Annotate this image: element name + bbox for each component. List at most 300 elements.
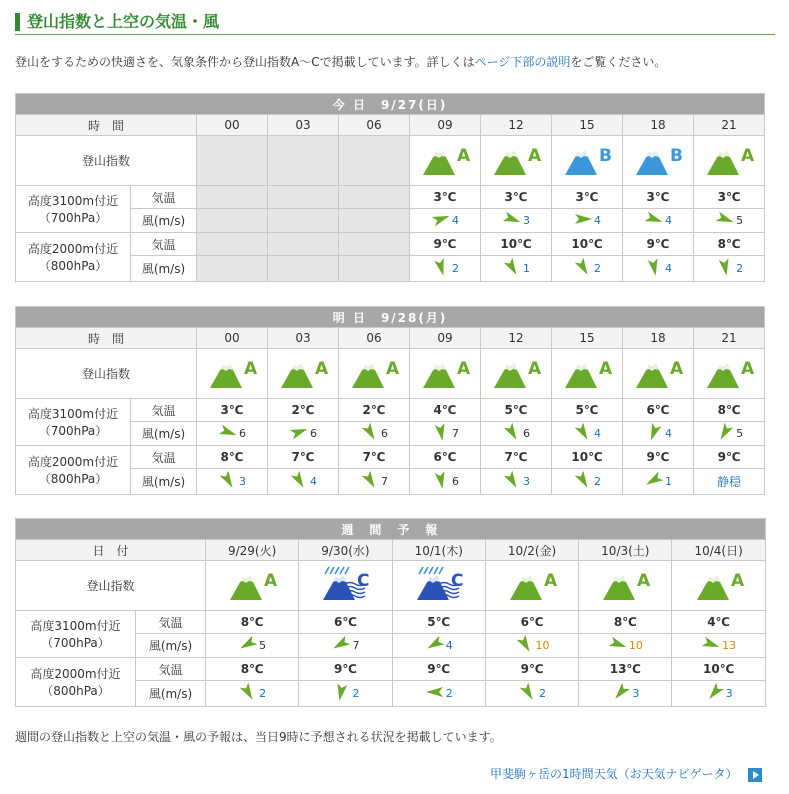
mountain-grade-a-icon: [277, 354, 329, 393]
temp-label: 気温: [131, 399, 197, 422]
svg-text:B: B: [670, 146, 683, 166]
wind-speed: 3: [239, 475, 246, 488]
wind-arrow-icon: [425, 634, 445, 657]
temp-value: 3℃: [646, 190, 670, 204]
temp-value: 3℃: [504, 190, 528, 204]
altitude-2000-label: [16, 658, 136, 707]
wind-cell: [623, 256, 694, 282]
mountain-grade-a-icon: [348, 354, 400, 393]
wind-cell: [339, 256, 410, 282]
temp-value: 7℃: [504, 450, 528, 464]
temp-label: 気温: [131, 446, 197, 469]
alt1-hpa-text: （700hPa）: [38, 211, 108, 225]
wind-arrow-icon: [705, 682, 725, 705]
wind-label: 風(m/s): [131, 256, 197, 282]
wind-cell: [694, 209, 765, 233]
temp-cell: [268, 399, 339, 422]
wind-cell: [481, 256, 552, 282]
wind-speed: 2: [539, 687, 547, 700]
alt1-text: 高度3100m付近: [27, 194, 119, 208]
today-temp700-row: [16, 186, 765, 209]
wind-speed: 1: [665, 475, 672, 488]
time-cell: 10/4(日): [672, 540, 765, 561]
calm-text: 静穏: [717, 475, 742, 489]
weekly-index-row: [16, 561, 766, 611]
index-cell: [410, 349, 481, 399]
wind-cell: [410, 209, 481, 233]
tomorrow-temp700-row: [16, 399, 765, 422]
wind-cell: [268, 256, 339, 282]
explanation-link[interactable]: ページ下部の説明: [474, 55, 571, 69]
today-title: 今 日 9/27(日): [16, 94, 765, 115]
time-cell: 00: [197, 328, 268, 349]
index-cell: [268, 136, 339, 186]
svg-text:A: A: [670, 359, 684, 379]
temp-cell: [339, 399, 410, 422]
temp-cell: [339, 186, 410, 209]
altitude-3100-label: [16, 186, 131, 233]
svg-text:B: B: [599, 146, 612, 166]
mountain-grade-a-icon: [419, 141, 471, 180]
wind-speed: 4: [665, 427, 672, 440]
wind-speed: 13: [722, 639, 737, 652]
temp-cell: [485, 658, 578, 681]
wind-cell: [579, 634, 672, 658]
time-cell: 21: [694, 115, 765, 136]
temp-label: 気温: [136, 611, 206, 634]
temp-cell: [410, 446, 481, 469]
wind-speed: 4: [594, 427, 601, 440]
temp-cell: [552, 186, 623, 209]
temp-cell: [410, 186, 481, 209]
temp-cell: [410, 233, 481, 256]
wind-arrow-icon: [515, 634, 535, 657]
wind-cell: [410, 256, 481, 282]
tomorrow-time-row: [16, 328, 765, 349]
time-cell: 15: [552, 328, 623, 349]
wind-arrow-icon: [644, 470, 664, 493]
wind-speed: 7: [452, 427, 459, 440]
wind-label: 風(m/s): [136, 634, 206, 658]
temp-value: 8℃: [240, 615, 264, 629]
alt2-hpa-text: （800hPa）: [38, 259, 108, 273]
wind-cell: [268, 422, 339, 446]
time-cell: 12: [481, 328, 552, 349]
index-label: 登山指数: [16, 349, 197, 399]
temp-cell: [623, 446, 694, 469]
time-cell: 06: [339, 115, 410, 136]
wind-arrow-icon: [573, 422, 593, 445]
temp-value: 10℃: [500, 237, 532, 251]
index-cell: [623, 349, 694, 399]
wind-arrow-icon: [502, 257, 522, 280]
wind-arrow-icon: [502, 209, 522, 232]
wind-speed: 6: [381, 427, 388, 440]
temp-cell: [481, 446, 552, 469]
temp-value: 8℃: [717, 403, 741, 417]
wind-arrow-icon: [611, 682, 631, 705]
temp-cell: [579, 658, 672, 681]
wind-speed: 6: [452, 475, 459, 488]
wind-cell: [485, 634, 578, 658]
temp-value: 9℃: [520, 662, 544, 676]
temp-cell: [623, 186, 694, 209]
tomorrow-title: 明 日 9/28(月): [16, 307, 765, 328]
temp-cell: [299, 658, 392, 681]
wind-speed: 4: [665, 262, 672, 275]
wind-speed: 4: [452, 214, 459, 227]
wind-cell: [197, 469, 268, 495]
wind-cell: [552, 256, 623, 282]
mountain-grade-a-icon: [490, 141, 542, 180]
mountain-grade-a-icon: [632, 354, 684, 393]
time-cell: 09: [410, 328, 481, 349]
svg-text:C: C: [450, 571, 464, 591]
index-cell: [339, 349, 410, 399]
alt2-hpa-text: （800hPa）: [38, 472, 108, 486]
mountain-grade-a-icon: [703, 354, 755, 393]
wind-arrow-icon: [360, 422, 380, 445]
wind-speed: 2: [445, 687, 453, 700]
alt1-text: 高度3100m付近: [30, 619, 121, 633]
hourly-weather-link[interactable]: [490, 765, 762, 782]
wind-speed: 7: [352, 639, 360, 652]
temp-label: 気温: [136, 658, 206, 681]
temp-value: 9℃: [646, 450, 670, 464]
mountain-grade-c-icon: [319, 566, 371, 605]
mountain-grade-a-icon: [419, 354, 471, 393]
wind-arrow-icon: [289, 470, 309, 493]
wind-label: 風(m/s): [131, 422, 197, 446]
temp-label: 気温: [131, 233, 197, 256]
svg-text:C: C: [357, 571, 370, 591]
wind-label: 風(m/s): [136, 681, 206, 707]
wind-arrow-icon: [715, 209, 735, 232]
mountain-grade-a-icon: [599, 566, 651, 605]
time-cell: 10/2(金): [485, 540, 578, 561]
temp-cell: [694, 399, 765, 422]
index-cell: [672, 561, 765, 611]
time-cell: 03: [268, 328, 339, 349]
weekly-temp800-row: [16, 658, 766, 681]
intro-before: 登山をするための快適さを、気象条件から登山指数A〜Cで掲載しています。詳しくは: [15, 55, 475, 69]
temp-label: 気温: [131, 186, 197, 209]
wind-speed: 3: [523, 475, 530, 488]
svg-text:A: A: [599, 359, 613, 379]
wind-cell: [623, 422, 694, 446]
wind-arrow-icon: [331, 682, 351, 705]
time-cell: 03: [268, 115, 339, 136]
wind-arrow-icon: [573, 257, 593, 280]
wind-arrow-icon: [425, 682, 445, 705]
temp-value: 9℃: [433, 237, 457, 251]
temp-value: 8℃: [717, 237, 741, 251]
wind-cell: [552, 209, 623, 233]
temp-cell: [206, 611, 299, 634]
today-temp800-row: [16, 233, 765, 256]
wind-speed: 1: [523, 262, 530, 275]
altitude-3100-label: [16, 611, 136, 658]
alt2-text: 高度2000m付近: [30, 667, 121, 681]
index-cell: [206, 561, 299, 611]
mountain-grade-a-icon: [506, 566, 558, 605]
today-table: [15, 93, 765, 282]
temp-value: 8℃: [613, 615, 637, 629]
wind-arrow-icon: [644, 209, 664, 232]
alt1-hpa-text: （700hPa）: [38, 424, 108, 438]
wind-speed: 2: [594, 262, 601, 275]
page-title: 登山指数と上空の気温・風: [27, 12, 220, 31]
temp-value: 10℃: [571, 450, 603, 464]
time-cell: 06: [339, 328, 410, 349]
footnote: 週間の登山指数と上空の気温・風の予報は、当日9時に予想される状況を掲載しています。: [15, 730, 502, 744]
wind-speed: 6: [523, 427, 530, 440]
wind-cell: [339, 469, 410, 495]
temp-cell: [197, 233, 268, 256]
temp-value: 10℃: [703, 662, 735, 676]
time-cell: 12: [481, 115, 552, 136]
temp-cell: [268, 186, 339, 209]
mountain-grade-a-icon: [561, 354, 613, 393]
wind-speed: 2: [736, 262, 744, 275]
index-cell: [623, 136, 694, 186]
wind-speed: 7: [381, 475, 388, 488]
tomorrow-table: [15, 306, 765, 495]
temp-cell: [481, 186, 552, 209]
index-cell: [197, 349, 268, 399]
wind-arrow-icon: [644, 422, 664, 445]
temp-value: 6℃: [520, 615, 544, 629]
alt2-text: 高度2000m付近: [27, 455, 119, 469]
alt2-text: 高度2000m付近: [27, 242, 119, 256]
temp-value: 7℃: [291, 450, 315, 464]
wind-cell: [268, 469, 339, 495]
svg-text:A: A: [244, 359, 258, 379]
temp-cell: [206, 658, 299, 681]
wind-speed: 5: [259, 639, 267, 652]
section-header: [15, 12, 775, 35]
hourly-weather-link-text[interactable]: 甲斐駒ヶ岳の1時間天気（お天気ナビゲータ）: [490, 767, 738, 781]
wind-speed: 10: [535, 639, 550, 652]
wind-arrow-icon: [360, 470, 380, 493]
weekly-date-row: [16, 540, 766, 561]
wind-speed: 5: [736, 214, 744, 227]
temp-cell: [481, 399, 552, 422]
svg-text:A: A: [730, 571, 744, 591]
mountain-grade-a-icon: [693, 566, 745, 605]
wind-cell: [481, 209, 552, 233]
index-cell: [299, 561, 392, 611]
svg-text:A: A: [386, 359, 400, 379]
today-time-row: [16, 115, 765, 136]
wind-arrow-icon: [431, 209, 451, 232]
temp-cell: [299, 611, 392, 634]
wind-cell: [197, 209, 268, 233]
wind-speed: 3: [523, 214, 530, 227]
temp-value: 5℃: [504, 403, 528, 417]
wind-label: 風(m/s): [131, 469, 197, 495]
time-cell: 10/3(土): [579, 540, 672, 561]
wind-speed: 2: [352, 687, 360, 700]
temp-value: 6℃: [433, 450, 457, 464]
wind-cell: [206, 634, 299, 658]
temp-value: 4℃: [707, 615, 731, 629]
temp-cell: [392, 611, 485, 634]
temp-cell: [197, 446, 268, 469]
temp-cell: [268, 233, 339, 256]
tomorrow-index-row: [16, 349, 765, 399]
time-header: 時 間: [16, 328, 197, 349]
wind-speed: 3: [725, 687, 733, 700]
index-label: 登山指数: [16, 561, 206, 611]
time-cell: 09: [410, 115, 481, 136]
temp-value: 3℃: [575, 190, 599, 204]
index-label: 登山指数: [16, 136, 197, 186]
wind-speed: 5: [736, 427, 744, 440]
wind-speed: 2: [594, 475, 601, 488]
temp-cell: [672, 611, 765, 634]
wind-arrow-icon: [715, 257, 735, 280]
temp-value: 2℃: [291, 403, 315, 417]
wind-arrow-icon: [701, 634, 721, 657]
wind-arrow-icon: [431, 470, 451, 493]
wind-cell: [672, 681, 765, 707]
wind-arrow-icon: [431, 257, 451, 280]
alt1-hpa-text: （700hPa）: [41, 636, 110, 650]
temp-value: 9℃: [334, 662, 357, 676]
temp-cell: [339, 446, 410, 469]
header-accent-bar: [15, 13, 20, 31]
wind-arrow-icon: [573, 470, 593, 493]
temp-cell: [552, 233, 623, 256]
mountain-grade-a-icon: [703, 141, 755, 180]
time-cell: 18: [623, 115, 694, 136]
wind-cell: [197, 256, 268, 282]
temp-value: 9℃: [646, 237, 670, 251]
wind-arrow-icon: [218, 422, 238, 445]
wind-cell: [694, 256, 765, 282]
temp-value: 2℃: [362, 403, 386, 417]
temp-cell: [579, 611, 672, 634]
weekly-title: 週 間 予 報: [16, 519, 766, 540]
index-cell: [694, 349, 765, 399]
tomorrow-temp800-row: [16, 446, 765, 469]
altitude-2000-label: [16, 233, 131, 282]
svg-text:A: A: [315, 359, 329, 379]
time-cell: 9/29(火): [206, 540, 299, 561]
temp-cell: [481, 233, 552, 256]
intro-text: [15, 54, 666, 70]
wind-cell: [579, 681, 672, 707]
wind-speed: 4: [445, 639, 453, 652]
wind-speed: 2: [452, 262, 459, 275]
index-cell: [392, 561, 485, 611]
index-cell: [579, 561, 672, 611]
svg-text:A: A: [637, 571, 651, 591]
index-cell: [552, 136, 623, 186]
wind-cell: [268, 209, 339, 233]
svg-text:A: A: [457, 146, 471, 166]
wind-arrow-icon: [431, 422, 451, 445]
wind-arrow-icon: [715, 422, 735, 445]
wind-speed: 6: [239, 427, 246, 440]
temp-value: 8℃: [220, 450, 244, 464]
time-cell: 21: [694, 328, 765, 349]
alt1-text: 高度3100m付近: [27, 407, 119, 421]
temp-value: 3℃: [717, 190, 741, 204]
altitude-2000-label: [16, 446, 131, 495]
index-cell: [485, 561, 578, 611]
mountain-grade-b-icon: [632, 141, 684, 180]
svg-text:A: A: [264, 571, 278, 591]
wind-speed: 3: [632, 687, 640, 700]
wind-cell: [552, 469, 623, 495]
wind-cell: [299, 634, 392, 658]
wind-cell: [481, 469, 552, 495]
index-cell: [268, 349, 339, 399]
mountain-grade-a-icon: [206, 354, 258, 393]
wind-arrow-icon: [644, 257, 664, 280]
temp-cell: [694, 186, 765, 209]
wind-cell: [392, 634, 485, 658]
wind-cell: [623, 209, 694, 233]
temp-value: 8℃: [240, 662, 264, 676]
wind-arrow-icon: [502, 470, 522, 493]
mountain-grade-a-icon: [490, 354, 542, 393]
wind-cell: [410, 422, 481, 446]
wind-cell: [339, 209, 410, 233]
temp-cell: [392, 658, 485, 681]
wind-arrow-icon: [218, 470, 238, 493]
time-cell: 18: [623, 328, 694, 349]
temp-value: 5℃: [427, 615, 451, 629]
wind-cell: [552, 422, 623, 446]
wind-cell: [392, 681, 485, 707]
weekly-table: [15, 518, 766, 707]
wind-arrow-icon: [289, 422, 309, 445]
temp-value: 9℃: [717, 450, 741, 464]
temp-value: 9℃: [427, 662, 451, 676]
svg-text:A: A: [528, 359, 542, 379]
wind-speed: 6: [310, 427, 317, 440]
index-cell: [552, 349, 623, 399]
temp-cell: [197, 186, 268, 209]
wind-cell: [694, 422, 765, 446]
svg-text:A: A: [741, 359, 755, 379]
temp-cell: [552, 399, 623, 422]
alt2-hpa-text: （800hPa）: [41, 684, 110, 698]
wind-cell: [694, 469, 765, 495]
temp-value: 13℃: [609, 662, 641, 676]
wind-speed: 4: [594, 214, 601, 227]
temp-value: 6℃: [646, 403, 670, 417]
temp-value: 6℃: [334, 615, 357, 629]
wind-arrow-icon: [573, 209, 593, 232]
play-arrow-icon[interactable]: [748, 768, 762, 782]
temp-value: 5℃: [575, 403, 599, 417]
temp-cell: [485, 611, 578, 634]
wind-arrow-icon: [608, 634, 628, 657]
temp-cell: [410, 399, 481, 422]
temp-value: 10℃: [571, 237, 603, 251]
temp-cell: [623, 233, 694, 256]
temp-value: 3℃: [220, 403, 244, 417]
temp-value: 3℃: [433, 190, 457, 204]
svg-text:A: A: [544, 571, 558, 591]
intro-after: をご覧ください。: [570, 55, 667, 69]
svg-text:A: A: [528, 146, 542, 166]
wind-cell: [299, 681, 392, 707]
